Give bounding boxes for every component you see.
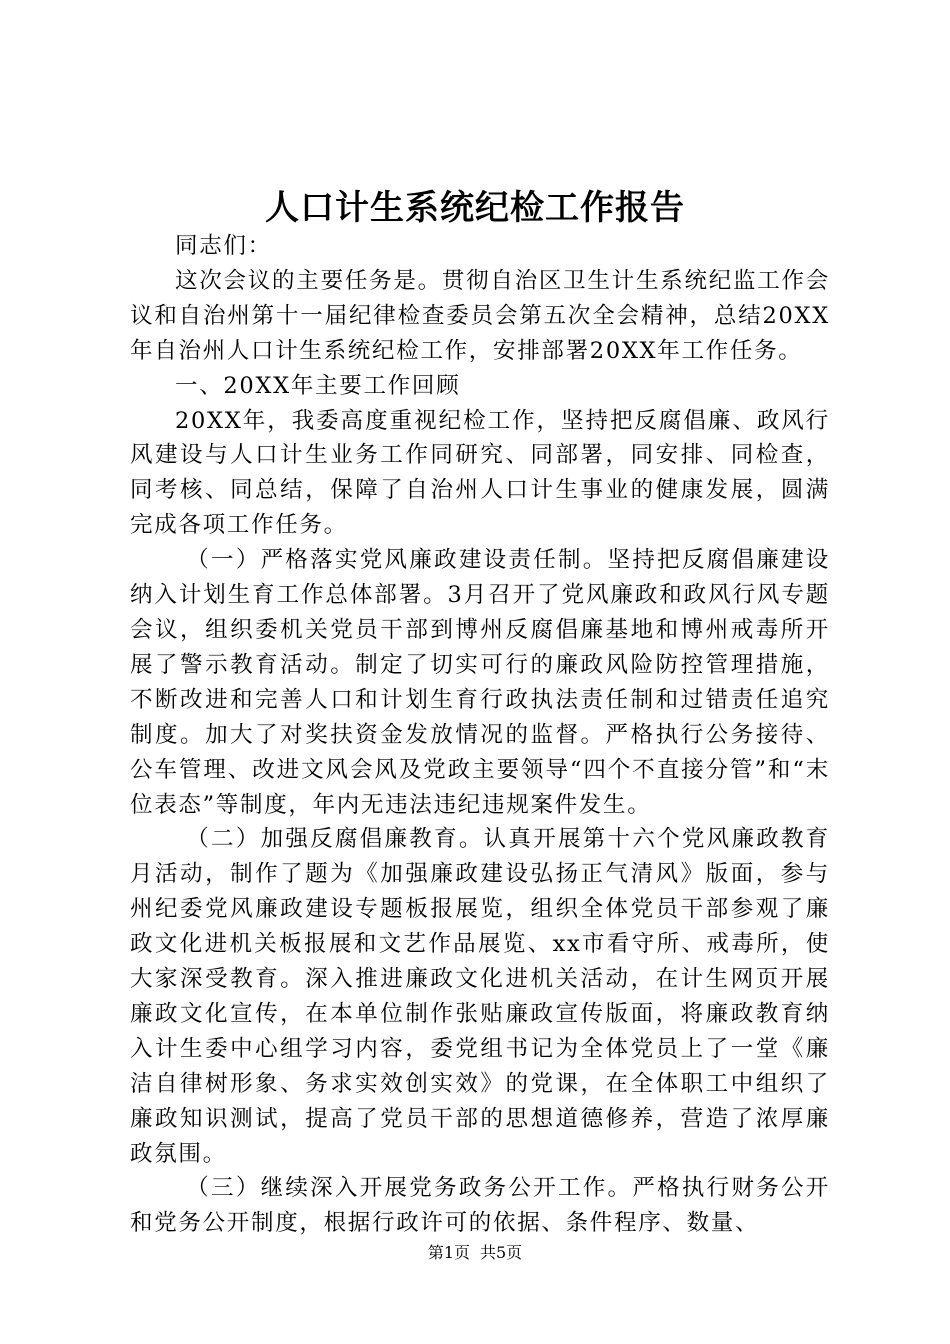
subsection-paragraph-2: （二）加强反腐倡廉教育。认真开展第十六个党风廉政教育月活动，制作了题为《加强廉政建设弘扬正气清风》版面，参与州纪委党风廉政建设专题板报展览，组织全体党员干部参观了廉政文化进机关板报展和文艺作品展览、xx市看守所、戒毒所，使大家深受教育。深入推进廉政文化进机关活动，在计生网页开展廉政文化宣传，在本单位制作张贴廉政宣传版面，将廉政教育纳入计生委中心组学习内容，委党组书记为全体党员上了一堂《廉洁自律树形象、务求实效创实效》的党课，在全体职工中组织了廉政知识测试，提高了党员干部的思想道德修养，营造了浓厚廉政氛围。 (130, 826, 830, 1167)
page-number: 第1页 (427, 1243, 470, 1262)
review-paragraph: 20XX年，我委高度重视纪检工作，坚持把反腐倡廉、政风行风建设与人口计生业务工作同研究、同部署，同安排、同检查，同考核、同总结，保障了自治州人口计生事业的健康发展，圆满完成各项工作任务。 (130, 407, 830, 539)
page-footer (0, 1242, 950, 1264)
subsection-paragraph-3: （三）继续深入开展党务政务公开工作。严格执行财务公开和党务公开制度，根据行政许可的依据、条件程序、数量、 (130, 1175, 830, 1237)
document-title: 人口计生系统纪检工作报告 (265, 188, 685, 228)
section-heading: 一、20XX年主要工作回顾 (175, 372, 461, 399)
page-total: 共5页 (480, 1243, 523, 1262)
intro-paragraph: 这次会议的主要任务是。贯彻自治区卫生计生系统纪监工作会议和自治州第十一届纪律检查委员会第五次全会精神，总结20XX年自治州人口计生系统纪检工作，安排部署20XX年工作任务。 (130, 267, 830, 364)
subsection-paragraph-1: （一）严格落实党风廉政建设责任制。坚持把反腐倡廉建设纳入计划生育工作总体部署。3月召开了党风廉政和政风行风专题会议，组织委机关党员干部到博州反腐倡廉基地和博州戒毒所开展了警示教育活动。制定了切实可行的廉政风险防控管理措施，不断改进和完善人口和计划生育行政执法责任制和过错责任追究制度。加大了对奖扶资金发放情况的监督。严格执行公务接待、公车管理、改进文风会风及党政主要领导“四个不直接分管”和“末位表态”等制度，年内无违法违纪违规案件发生。 (130, 547, 830, 818)
document-body (130, 229, 830, 1241)
salutation: 同志们： (175, 233, 272, 259)
